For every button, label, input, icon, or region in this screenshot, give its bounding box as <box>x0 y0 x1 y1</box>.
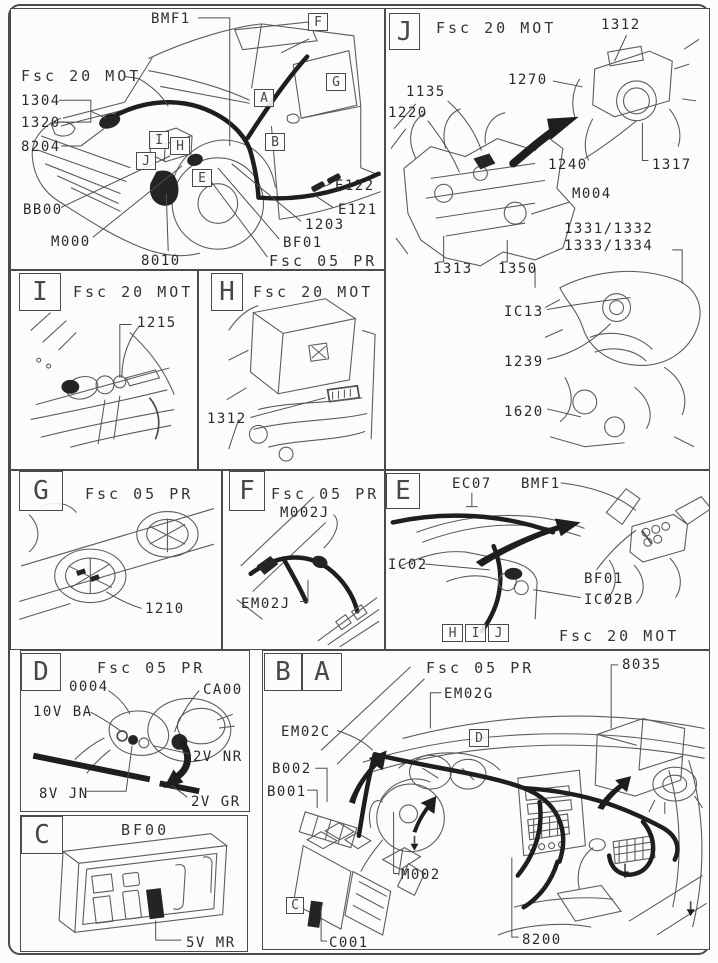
callout-8035: 8035 <box>622 657 662 673</box>
callout-1210: 1210 <box>145 601 185 617</box>
callout-ic02: IC02 <box>388 557 428 573</box>
panel-letter-b: B <box>264 653 302 691</box>
callout-1320: 1320 <box>21 115 61 131</box>
callout-em02c: EM02C <box>281 724 331 740</box>
marker-box-g: G <box>326 73 346 91</box>
callout-ca00: CA00 <box>203 682 243 698</box>
harness-caption: Fsc 20 MOT <box>436 19 557 37</box>
callout-1312: 1312 <box>207 411 247 427</box>
callout-bb00: BB00 <box>23 202 63 218</box>
marker-box-h: H <box>442 624 463 642</box>
callout-bf01: BF01 <box>584 571 624 587</box>
callout-1240: 1240 <box>548 157 588 173</box>
panel-e-bulkhead <box>385 470 710 650</box>
panel-j-engine <box>385 8 710 470</box>
panel-g-headlamps <box>10 470 222 650</box>
marker-box-d: D <box>469 729 489 747</box>
marker-box-c: C <box>286 897 304 914</box>
callout-m002: M002 <box>401 867 441 883</box>
callout-1270: 1270 <box>508 72 548 88</box>
callout-1317: 1317 <box>652 157 692 173</box>
callout-bf01: BF01 <box>283 235 323 251</box>
callout-5v-mr: 5V MR <box>186 935 236 951</box>
bulkhead-art <box>386 471 709 649</box>
callout-ec07: EC07 <box>452 476 492 492</box>
panel-letter-a: A <box>302 653 342 691</box>
callout-m000: M000 <box>51 234 91 250</box>
harness-caption: Fsc 20 MOT <box>73 283 194 301</box>
panel-i-engine-mount <box>10 270 198 470</box>
callout-b002: B002 <box>272 761 312 777</box>
callout-c001: C001 <box>329 935 369 951</box>
callout-bmf1: BMF1 <box>521 476 561 492</box>
callout-ic02b: IC02B <box>584 592 634 608</box>
panel-letter-c: C <box>21 816 63 854</box>
callout-e122: E122 <box>335 178 375 194</box>
callout-1203: 1203 <box>305 217 345 233</box>
marker-box-h: H <box>170 137 190 155</box>
marker-box-f: F <box>308 13 328 31</box>
panel-letter-f: F <box>229 471 265 511</box>
callout-m002j: M002J <box>280 505 330 521</box>
panel-vehicle-overview <box>10 8 385 270</box>
panel-letter-d: D <box>21 653 61 691</box>
callout-e121: E121 <box>338 202 378 218</box>
harness-caption: Fsc 05 PR <box>271 485 380 503</box>
callout-1220: 1220 <box>388 105 428 121</box>
callout-8v-jn: 8V JN <box>39 786 89 802</box>
callout-1215: 1215 <box>137 315 177 331</box>
callout-b001: B001 <box>267 784 307 800</box>
callout-1239: 1239 <box>504 354 544 370</box>
panel-letter-h: H <box>211 273 243 311</box>
callout-1331-1332: 1331/1332 <box>564 221 654 237</box>
marker-box-b: B <box>265 133 285 151</box>
callout-1312: 1312 <box>601 17 641 33</box>
harness-caption-fsc05pr: Fsc 05 PR <box>269 252 378 270</box>
marker-box-i: I <box>465 624 486 642</box>
callout-2v-gr: 2V GR <box>191 794 241 810</box>
panel-f-rear-harness <box>222 470 385 650</box>
harness-caption: Fsc 05 PR <box>85 485 194 503</box>
callout-0004: 0004 <box>69 679 109 695</box>
callout-2v-nr: 2V NR <box>193 749 243 765</box>
callout-ic13: IC13 <box>504 304 544 320</box>
harness-caption: Fsc 20 MOT <box>253 283 374 301</box>
callout-1135: 1135 <box>406 84 446 100</box>
panel-ba-dashboard <box>262 650 710 950</box>
panel-letter-e: E <box>386 473 420 509</box>
marker-box-j: J <box>136 152 156 170</box>
callout-1333-1334: 1333/1334 <box>564 238 654 254</box>
callout-1620: 1620 <box>504 404 544 420</box>
callout-1313: 1313 <box>433 261 473 277</box>
callout-8010: 8010 <box>141 253 181 269</box>
callout-bmf1: BMF1 <box>151 11 191 27</box>
callout-10v-ba: 10V BA <box>33 704 93 720</box>
harness-caption-fsc20mot: Fsc 20 MOT <box>21 67 142 85</box>
callout-em02g: EM02G <box>444 686 494 702</box>
panel-d-steering-column <box>20 650 250 812</box>
component-caption-bf00: BF00 <box>121 821 170 839</box>
callout-em02j: EM02J <box>241 596 291 612</box>
marker-box-e: E <box>192 169 212 187</box>
marker-box-j: J <box>488 624 509 642</box>
harness-caption: Fsc 05 PR <box>97 659 206 677</box>
callout-m004: M004 <box>572 186 612 202</box>
harness-caption: Fsc 20 MOT <box>559 627 680 645</box>
panel-letter-i: I <box>19 273 61 311</box>
panel-letter-g: G <box>19 471 63 511</box>
marker-box-a: A <box>254 89 274 107</box>
callout-8200: 8200 <box>522 932 562 948</box>
panel-c-fuse-plate <box>20 815 248 952</box>
panel-letter-j: J <box>389 13 420 50</box>
panel-h-ecu <box>198 270 385 470</box>
callout-8204: 8204 <box>21 139 61 155</box>
callout-1304: 1304 <box>21 93 61 109</box>
callout-1350: 1350 <box>498 261 538 277</box>
harness-caption: Fsc 05 PR <box>426 659 535 677</box>
marker-box-i: I <box>149 131 169 149</box>
